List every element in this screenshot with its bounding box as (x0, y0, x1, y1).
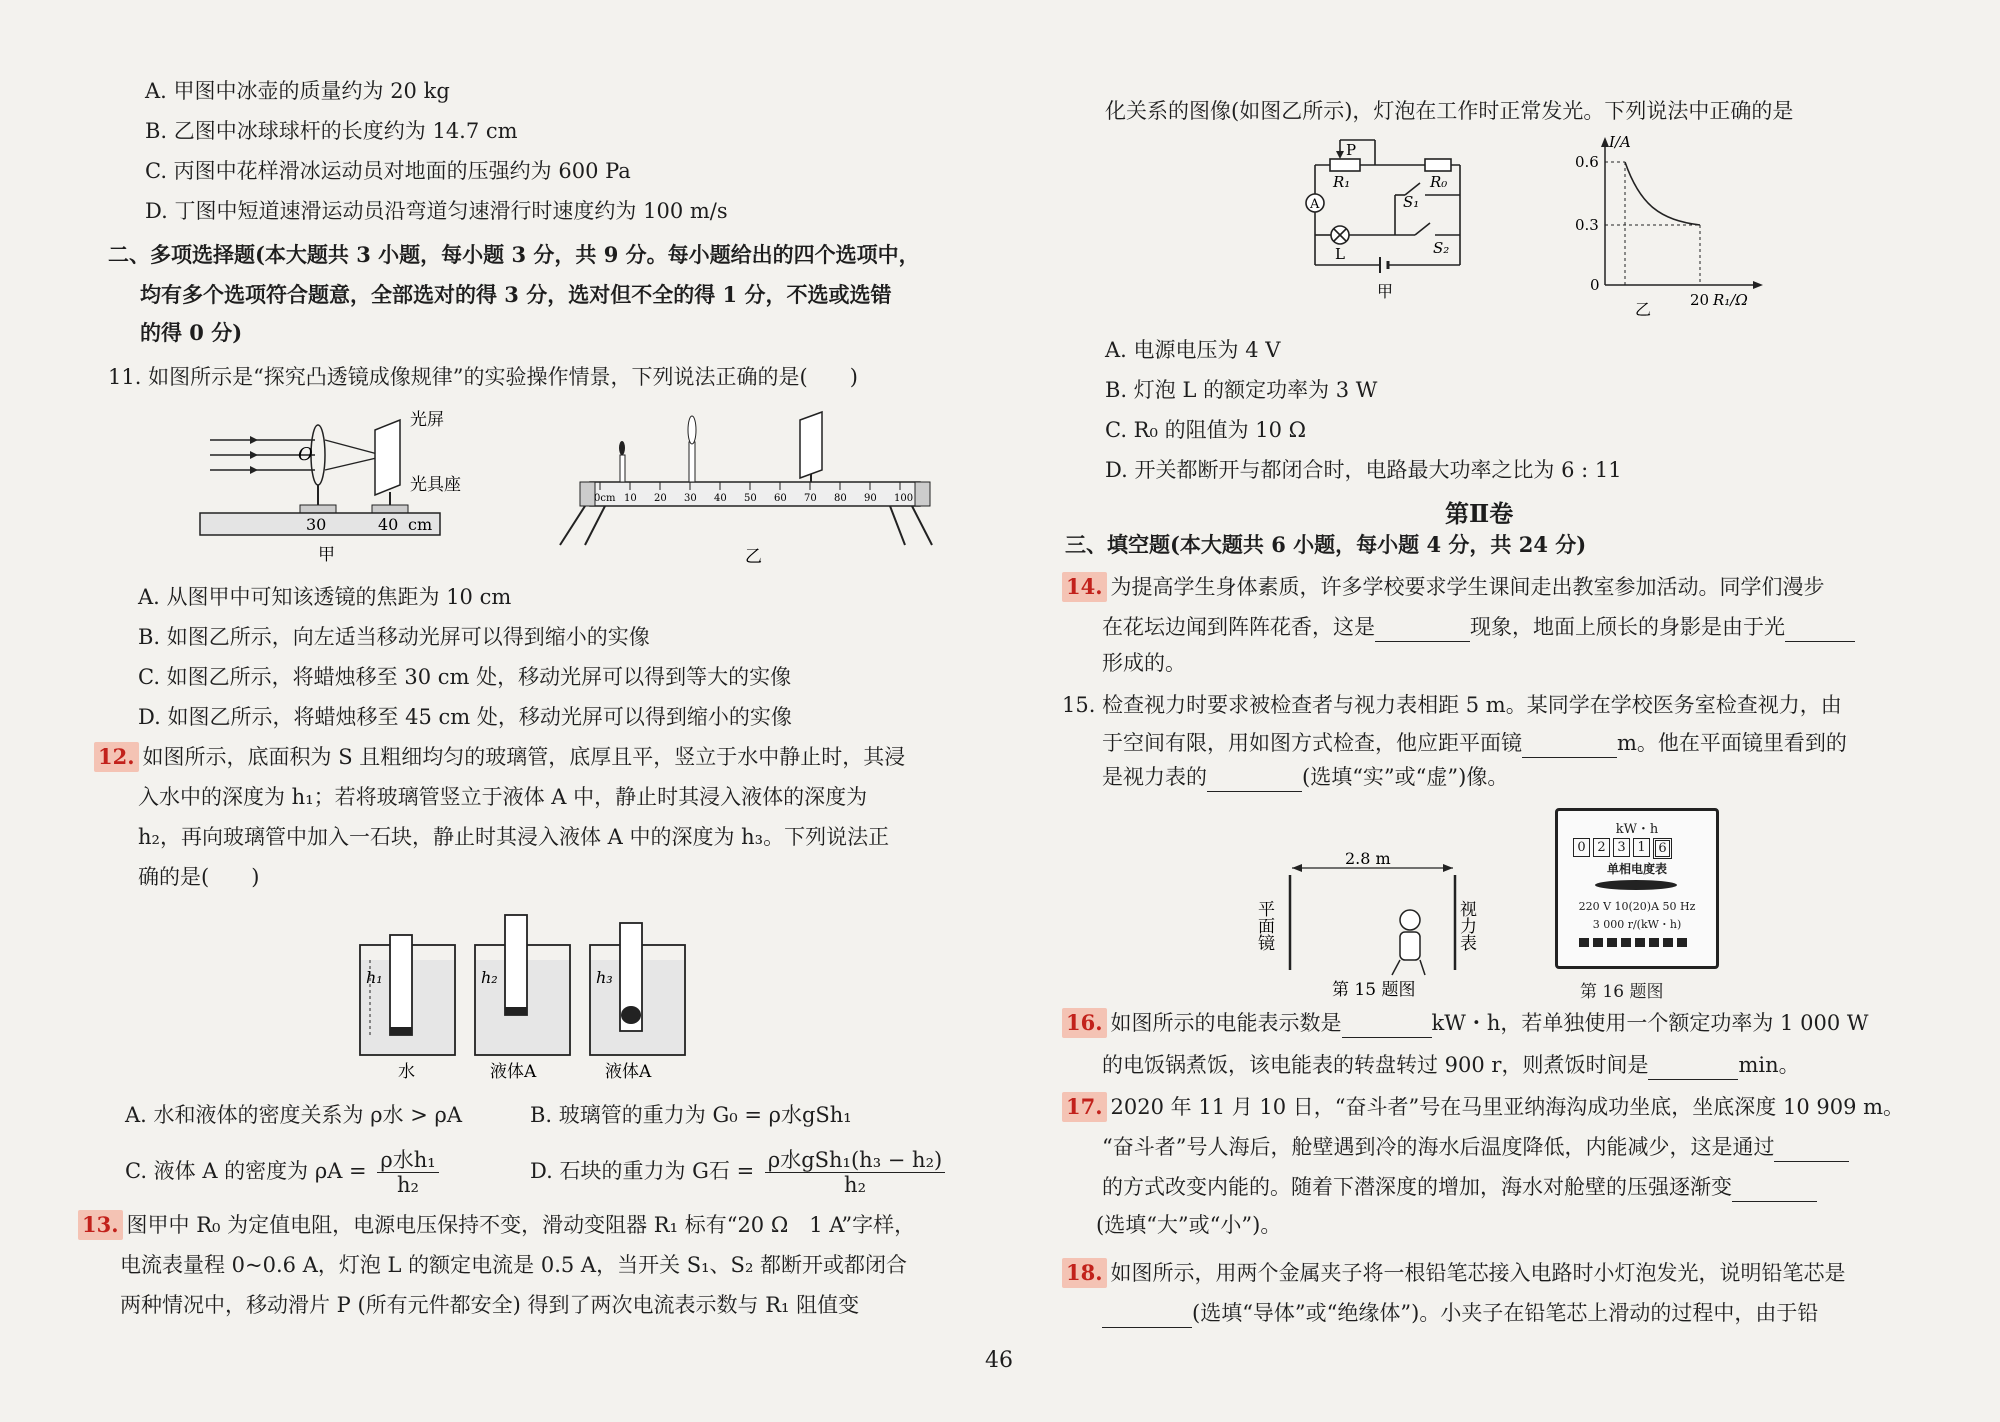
q18-line1 (1062, 1258, 1846, 1288)
q17-text2: “奋斗者”号人海后，舱壁遇到冷的海水后温度降低，内能减少，这是通过 (1102, 1135, 1775, 1159)
q16-line1 (1062, 1008, 1868, 1038)
bench-tick-label: 40 (714, 493, 727, 504)
q14-line1 (1062, 572, 1825, 602)
q12-d-denominator: h₂ (844, 1173, 866, 1197)
q18-text2: (选填“导体”或“绝缘体”)。小夹子在铅笔芯上滑动的过程中，由于铅 (1192, 1301, 1819, 1325)
q12-line4: 确的是( ) (138, 865, 260, 889)
bench-tick-label: 10 (624, 493, 637, 504)
figure-yi (560, 412, 932, 567)
q15-text3a: 是视力表的 (1102, 765, 1207, 789)
q14-number: 14. (1062, 572, 1107, 602)
section2-heading-l2: 均有多个选项符合题意，全部选对的得 3 分，选对但不全的得 1 分，不选或选错 (140, 282, 892, 307)
scale-unit: cm (408, 515, 433, 534)
q13-line2: 电流表量程 0~0.6 A，灯泡 L 的额定电流是 0.5 A，当开关 S₁、S₂ 都断开或都闭合 (120, 1253, 908, 1277)
graph-yi-label: 乙 (1635, 300, 1652, 319)
q13-line3: 两种情况中，移动滑片 P (所有元件都安全) 得到了两次电流表示数与 R₁ 阻值变 (120, 1293, 860, 1317)
optical-bench-label: 光具座 (410, 475, 461, 495)
q13-option-b: B. 灯泡 L 的额定功率为 3 W (1105, 378, 1378, 402)
graph-origin: 0 (1590, 276, 1600, 294)
lamp-label: L (1335, 245, 1345, 263)
bench-tick-label: 70 (804, 493, 817, 504)
lens-experiment-figure (200, 400, 930, 570)
q15-blank2[interactable] (1207, 791, 1302, 792)
q12-stem (94, 742, 905, 772)
fig16-caption: 第 16 题图 (1580, 982, 1664, 1002)
q18-text1: 如图所示，用两个金属夹子将一根铅笔芯接入电路时小灯泡发光，说明铅笔芯是 (1110, 1261, 1846, 1285)
q13-stem (78, 1210, 915, 1240)
q17-line2 (1102, 1132, 1849, 1162)
eye-test-figure (1254, 840, 1550, 1000)
graph-xlabel: R₁/Ω (1713, 291, 1748, 309)
q13-circuit-figure (1285, 135, 1805, 320)
figure-yi-label: 乙 (745, 547, 762, 567)
beaker-water (360, 935, 455, 1082)
meter-disc-icon (1595, 880, 1677, 890)
q16-text1b: kW・h，若单独使用一个额定功率为 1 000 W (1431, 1011, 1869, 1035)
q12-c-denominator: h₂ (397, 1173, 419, 1197)
q10-option-b: B. 乙图中冰球球杆的长度约为 14.7 cm (145, 119, 518, 143)
volume-two-title: 第Ⅱ卷 (1445, 499, 1514, 528)
q10-option-a: A. 甲图中冰壶的质量约为 20 kg (145, 79, 450, 103)
q14-text2a: 在花坛边闻到阵阵花香，这是 (1102, 615, 1375, 639)
glass-tube-figure (350, 905, 710, 1085)
bench-tick-label: 90 (864, 493, 877, 504)
q11-option-a: A. 从图甲中可知该透镜的焦距为 10 cm (138, 585, 512, 609)
s1-label: S₁ (1403, 193, 1420, 211)
distance-label: 2.8 m (1345, 849, 1391, 868)
graph-ylabel: I/A (1609, 133, 1631, 151)
current-resistance-graph (1575, 133, 1763, 319)
q16-line2 (1102, 1050, 1800, 1080)
liquid-a-label-2: 液体A (605, 1062, 652, 1082)
q12-line3: h₂，再向玻璃管中加入一石块，静止时其浸入液体 A 中的深度为 h₃。下列说法正 (138, 825, 890, 849)
water-label: 水 (398, 1062, 415, 1082)
q17-line4: (选填“大”或“小”)。 (1096, 1213, 1282, 1237)
q14-blank2[interactable] (1785, 641, 1855, 642)
ammeter-label: A (1310, 197, 1320, 212)
q15-line1: 15. 检查视力时要求被检查者与视力表相距 5 m。某同学在学校医务室检查视力，由 (1062, 693, 1842, 717)
slider-p-label: P (1346, 141, 1357, 159)
q11-option-c: C. 如图乙所示，将蜡烛移至 30 cm 处，移动光屏可以得到等大的实像 (138, 665, 792, 689)
electric-meter (1555, 808, 1715, 968)
q17-line3 (1102, 1172, 1817, 1202)
q12-c-numerator: ρ水h₁ (377, 1148, 438, 1173)
q12-line2: 入水中的深度为 h₁；若将玻璃管竖立于液体 A 中，静止时其浸入液体的深度为 (138, 785, 868, 809)
meter-digit-2: 2 (1593, 838, 1610, 857)
lens-center-label: O (298, 444, 313, 465)
meter-spec: 220 V 10(20)A 50 Hz (1578, 900, 1696, 913)
h3-label: h₃ (596, 968, 613, 987)
q13-option-d: D. 开关都断开与都闭合时，电路最大功率之比为 6 : 11 (1105, 458, 1622, 482)
meter-digit-4: 1 (1633, 838, 1650, 857)
q10-option-c: C. 丙图中花样滑冰运动员对地面的压强约为 600 Pa (145, 159, 631, 183)
q14-text2b: 现象，地面上颀长的身影是由于光 (1470, 615, 1785, 639)
q16-number: 16. (1062, 1008, 1107, 1038)
meter-name: 单相电度表 (1606, 862, 1667, 876)
bench-tick-label: 0cm (594, 493, 616, 504)
section2-heading: 二、多项选择题(本大题共 3 小题，每小题 3 分，共 9 分。每小题给出的四个选项中， (108, 242, 920, 267)
q17-text1: 2020 年 11 月 10 日，“奋斗者”号在马里亚纳海沟成功坐底，坐底深度 10 909 m。 (1110, 1095, 1905, 1119)
meter-digit-1: 0 (1573, 838, 1590, 857)
meter-digit-3: 3 (1613, 838, 1630, 857)
q16-text2a: 的电饭锅煮饭，该电能表的转盘转过 900 r，则煮饭时间是 (1102, 1053, 1649, 1077)
q18-number: 18. (1062, 1258, 1107, 1288)
circuit-jia-label: 甲 (1377, 282, 1394, 301)
q14-line2 (1102, 612, 1855, 642)
q16-blank2[interactable] (1648, 1079, 1738, 1080)
q12-d-numerator: ρ水gSh₁(h₃ − h₂) (765, 1148, 945, 1173)
meter-digit-5: 6 (1653, 838, 1672, 859)
h1-label: h₁ (366, 968, 383, 987)
q17-blank2[interactable] (1732, 1201, 1817, 1202)
q15-line2 (1102, 728, 1847, 758)
scale-30: 30 (306, 515, 327, 534)
meter-rev: 3 000 r/(kW・h) (1592, 918, 1682, 931)
bench-tick-label: 60 (774, 493, 787, 504)
q14-blank1[interactable] (1375, 641, 1470, 642)
beaker-liquid-a-1 (475, 915, 570, 1082)
q13-number: 13. (78, 1210, 123, 1240)
eye-chart-label: 视力表 (1456, 900, 1476, 951)
meter-terminals (1579, 938, 1687, 947)
q17-line1 (1062, 1092, 1904, 1122)
bench-tick-label: 100 (894, 493, 914, 504)
q11-option-d: D. 如图乙所示，将蜡烛移至 45 cm 处，移动光屏可以得到缩小的实像 (138, 705, 792, 729)
q17-number: 17. (1062, 1092, 1107, 1122)
q17-text3: 的方式改变内能的。随着下潜深度的增加，海水对舱壁的压强逐渐变 (1102, 1175, 1732, 1199)
q15-blank1[interactable] (1522, 757, 1617, 758)
q12-option-d-fraction (765, 1148, 945, 1197)
person-icon (1392, 910, 1425, 975)
bench-tick-label: 50 (744, 493, 757, 504)
section2-heading-l3: 的得 0 分) (140, 320, 243, 345)
q15-text2b: m。他在平面镜里看到的 (1617, 731, 1847, 755)
figure-jia-label: 甲 (318, 545, 335, 565)
meter-unit: kW・h (1615, 822, 1659, 837)
q12-number: 12. (94, 742, 139, 772)
figure-jia (200, 410, 461, 565)
beaker-liquid-a-2 (590, 923, 685, 1082)
page-number: 46 (985, 1348, 1013, 1373)
q12-line1: 如图所示，底面积为 S 且粗细均匀的玻璃管，底厚且平，竖立于水中静止时，其浸 (142, 745, 906, 769)
q12-option-c-fraction (377, 1148, 438, 1197)
r0-label: R₀ (1430, 173, 1448, 191)
q18-blank1[interactable] (1102, 1327, 1192, 1328)
section3-heading: 三、填空题(本大题共 6 小题，每小题 4 分，共 24 分) (1065, 532, 1587, 557)
graph-x-tick-20: 20 (1690, 291, 1710, 309)
bench-tick-label: 20 (654, 493, 667, 504)
q16-blank1[interactable] (1342, 1037, 1432, 1038)
screen-label: 光屏 (410, 410, 444, 430)
bench-tick-label: 80 (834, 493, 847, 504)
meter-digits (1573, 838, 1672, 859)
mirror-label: 平面镜 (1254, 900, 1274, 951)
q10-option-d: D. 丁图中短道速滑运动员沿弯道匀速滑行时速度约为 100 m/s (145, 199, 728, 223)
q16-text2b: min。 (1738, 1053, 1800, 1077)
q18-line2 (1102, 1298, 1818, 1328)
q14-line3: 形成的。 (1102, 651, 1186, 675)
bench-tick-label: 30 (684, 493, 697, 504)
r1-label: R₁ (1333, 173, 1351, 191)
q12-option-b: B. 玻璃管的重力为 G₀ = ρ水gSh₁ (530, 1103, 852, 1127)
q15-text3b: (选填“实”或“虚”)像。 (1302, 765, 1509, 789)
q17-blank1[interactable] (1774, 1161, 1849, 1162)
liquid-a-label-1: 液体A (490, 1062, 537, 1082)
s2-label: S₂ (1433, 239, 1450, 257)
graph-y-tick-06: 0.6 (1575, 153, 1599, 171)
q13-continuation: 化关系的图像(如图乙所示)，灯泡在工作时正常发光。下列说法中正确的是 (1105, 99, 1794, 123)
q11-option-b: B. 如图乙所示，向左适当移动光屏可以得到缩小的实像 (138, 625, 650, 649)
fig15-caption: 第 15 题图 (1332, 980, 1416, 1000)
q13-option-a: A. 电源电压为 4 V (1105, 338, 1281, 362)
q15-line3 (1102, 762, 1508, 792)
q12-option-a: A. 水和液体的密度关系为 ρ水 > ρA (125, 1103, 462, 1127)
graph-y-tick-03: 0.3 (1575, 216, 1599, 234)
q12-option-c-text: C. 液体 A 的密度为 ρA = (125, 1159, 367, 1183)
q13-line1: 图甲中 R₀ 为定值电阻，电源电压保持不变，滑动变阻器 R₁ 标有“20 Ω 1 A”字样， (126, 1213, 916, 1237)
q13-option-c: C. R₀ 的阻值为 10 Ω (1105, 418, 1307, 442)
q12-option-d (530, 1148, 945, 1197)
h2-label: h₂ (481, 968, 498, 987)
scale-40: 40 (378, 515, 399, 534)
q12-option-c (125, 1148, 439, 1197)
q15-text2a: 于空间有限，用如图方式检查，他应距平面镜 (1102, 731, 1522, 755)
q14-text1: 为提高学生身体素质，许多学校要求学生课间走出教室参加活动。同学们漫步 (1110, 575, 1825, 599)
q11-stem: 11. 如图所示是“探究凸透镜成像规律”的实验操作情景，下列说法正确的是( ) (108, 365, 858, 389)
q12-option-d-text: D. 石块的重力为 G石 = (530, 1159, 755, 1183)
q16-text1a: 如图所示的电能表示数是 (1110, 1011, 1342, 1035)
